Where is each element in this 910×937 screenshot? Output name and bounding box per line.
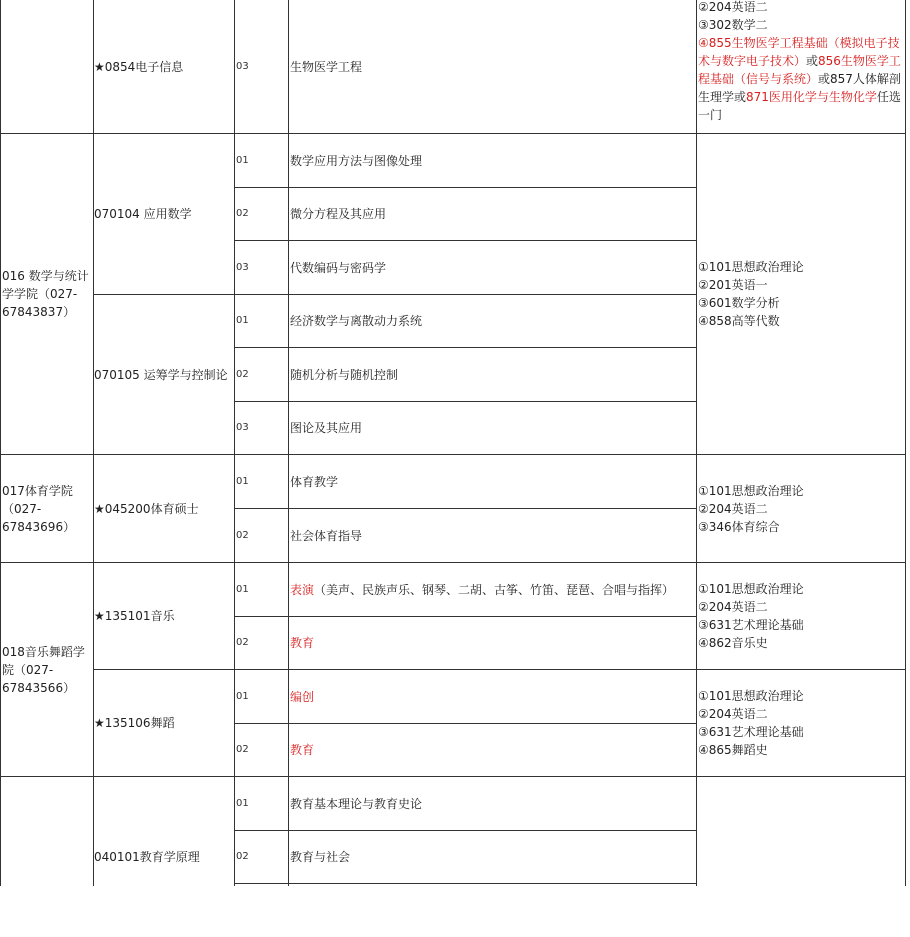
major-name: ★135106舞蹈	[94, 716, 175, 730]
direction-code: 01	[236, 475, 249, 487]
direction-code: 02	[236, 368, 249, 380]
direction-name: 教育基本理论与教育史论	[290, 796, 423, 811]
direction-cell	[290, 617, 696, 669]
major-cell	[94, 0, 234, 133]
major-name: ★135101音乐	[94, 609, 175, 623]
direction-code: 02	[236, 208, 249, 219]
direction-code: 01	[236, 583, 249, 595]
major-cell	[94, 455, 234, 562]
direction-name: 社会体育指导	[290, 528, 363, 543]
direction-code-cell	[236, 724, 288, 776]
college-name: 016 数学与统计学学院（027-67843837）	[2, 269, 89, 319]
direction-name: 教育	[290, 743, 315, 757]
direction-cell	[290, 455, 696, 508]
direction-code-cell	[236, 188, 288, 240]
exam-subjects-cell	[698, 455, 904, 562]
major-cell	[94, 563, 234, 669]
direction-code: 02	[236, 851, 249, 862]
direction-name: 随机分析与随机控制	[290, 367, 399, 382]
direction-code-cell	[236, 455, 288, 508]
direction-name: 图论及其应用	[290, 421, 363, 435]
exam-connector: 任选一门	[698, 90, 901, 122]
major-name: ★0854电子信息	[94, 59, 184, 74]
direction-name: 代数编码与密码学	[290, 260, 387, 275]
direction-cell	[290, 348, 696, 401]
major-cell	[94, 295, 234, 454]
direction-code: 03	[236, 422, 249, 433]
exam-option: ④855生物医学工程基础（模拟电子技术与数字电子技术）	[698, 36, 900, 68]
major-name: 040101教育学原理	[94, 850, 200, 864]
direction-code: 01	[236, 315, 249, 326]
direction-code-cell	[236, 134, 288, 187]
direction-code-cell	[236, 563, 288, 616]
direction-cell	[290, 831, 696, 883]
direction-cell	[290, 670, 696, 723]
direction-code: 02	[236, 744, 249, 755]
direction-code-cell	[236, 617, 288, 669]
direction-code-cell	[236, 670, 288, 723]
exam-subject-options	[698, 34, 904, 124]
direction-cell	[290, 777, 696, 830]
exam-subjects-cell	[698, 670, 904, 776]
direction-code: 03	[236, 60, 249, 72]
college-cell	[2, 134, 92, 454]
exam-subjects-cell	[698, 563, 904, 669]
direction-code: 01	[236, 154, 249, 166]
direction-name: 生物医学工程	[290, 59, 363, 74]
exam-subject: ①101思想政治理论	[698, 582, 804, 596]
direction-code-cell	[236, 295, 288, 347]
direction-cell	[290, 509, 696, 562]
exam-subjects-cell	[698, 134, 904, 454]
direction-cell	[290, 188, 696, 240]
exam-subject: ①101思想政治理论	[698, 260, 804, 274]
exam-subject: ①101思想政治理论	[698, 483, 804, 498]
direction-cell	[290, 241, 696, 294]
direction-detail: （美声、民族声乐、钢琴、二胡、古筝、竹笛、琵琶、合唱与指挥）	[314, 582, 675, 597]
exam-subject: ②204英语二	[698, 0, 768, 14]
direction-name: 表演	[290, 582, 315, 597]
exam-subject: ③631艺术理论基础	[698, 618, 804, 632]
direction-cell	[290, 0, 696, 133]
direction-name: 微分方程及其应用	[290, 207, 387, 221]
direction-code-cell	[236, 241, 288, 294]
direction-code-cell	[236, 831, 288, 883]
direction-code: 01	[236, 690, 249, 702]
direction-cell	[290, 402, 696, 454]
direction-name: 教育	[290, 636, 315, 650]
exam-subject: ②201英语一	[698, 278, 768, 292]
direction-name: 体育教学	[290, 474, 339, 489]
exam-subject: ③631艺术理论基础	[698, 725, 804, 739]
college-name: 017体育学院（027-67843696）	[2, 483, 76, 534]
exam-subject: ②204英语二	[698, 501, 768, 516]
exam-subject: ④862音乐史	[698, 636, 768, 650]
direction-name: 教育与社会	[290, 850, 351, 864]
direction-cell	[290, 295, 696, 347]
exam-option: 856生物医学工程基础（信号与系统）	[698, 54, 901, 86]
major-name: 070104 应用数学	[94, 207, 192, 221]
college-cell	[2, 563, 92, 776]
exam-connector: 或857人体解剖生理学或	[698, 72, 901, 104]
major-name: 070105 运筹学与控制论	[94, 367, 228, 382]
direction-name: 编创	[290, 689, 315, 704]
exam-subjects-cell	[698, 0, 904, 131]
major-cell	[94, 134, 234, 294]
exam-subject: ①101思想政治理论	[698, 689, 804, 703]
direction-name: 经济数学与离散动力系统	[290, 314, 423, 328]
exam-subject: ④858高等代数	[698, 314, 780, 328]
major-name: ★045200体育硕士	[94, 501, 199, 516]
direction-code: 02	[236, 529, 249, 541]
direction-name: 数学应用方法与图像处理	[290, 153, 423, 168]
college-name: 018音乐舞蹈学院（027-67843566）	[2, 644, 85, 695]
exam-option: 871医用化学与生物化学	[746, 90, 877, 104]
exam-subject: ②204英语二	[698, 707, 768, 721]
major-cell	[94, 777, 234, 937]
exam-connector: 或	[806, 54, 819, 68]
grid-line	[234, 883, 697, 884]
major-cell	[94, 670, 234, 776]
direction-cell	[290, 563, 696, 616]
exam-subject: ③601数学分析	[698, 296, 780, 310]
direction-code: 01	[236, 797, 249, 809]
direction-code-cell	[236, 402, 288, 454]
direction-cell	[290, 134, 696, 187]
direction-code-cell	[236, 0, 288, 133]
exam-subject: ④865舞蹈史	[698, 743, 768, 757]
direction-cell	[290, 724, 696, 776]
exam-subject: ③302数学二	[698, 18, 768, 32]
direction-code-cell	[236, 509, 288, 562]
exam-subject: ③346体育综合	[698, 519, 780, 534]
college-cell	[2, 455, 92, 562]
exam-subject: ②204英语二	[698, 600, 768, 614]
direction-code: 02	[236, 637, 249, 648]
direction-code-cell	[236, 777, 288, 830]
direction-code-cell	[236, 348, 288, 401]
direction-code: 03	[236, 261, 249, 273]
